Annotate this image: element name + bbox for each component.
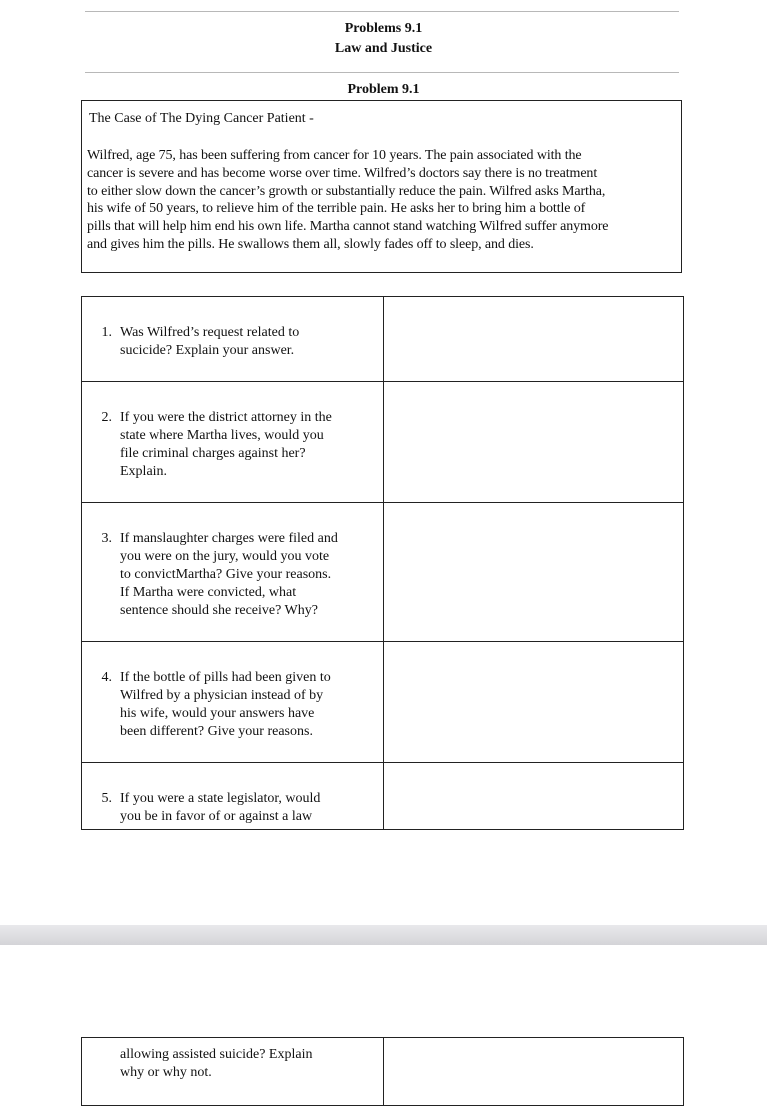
question-line: Explain. xyxy=(120,464,168,479)
table-row xyxy=(82,382,684,503)
question-line: Wilfred by a physician instead of by xyxy=(120,688,324,703)
page-break-separator xyxy=(0,925,767,945)
question-line: file criminal charges against her? xyxy=(120,446,306,461)
answer-cell[interactable] xyxy=(384,382,684,503)
top-rule xyxy=(85,11,679,12)
answer-cell[interactable] xyxy=(384,763,684,830)
question-cell xyxy=(82,297,384,382)
question-line: If you were the district attorney in the xyxy=(120,410,332,425)
question-text xyxy=(120,324,364,360)
question-line: If you were a state legislator, would xyxy=(120,791,321,806)
case-line: and gives him the pills. He swallows them all, slowly fades off to sleep, and dies. xyxy=(87,236,534,252)
page-title: Problems 9.1 xyxy=(344,21,423,36)
problem-label: Problem 9.1 xyxy=(347,82,420,97)
question-line: been different? Give your reasons. xyxy=(120,724,313,739)
answer-cell[interactable] xyxy=(384,1038,684,1106)
question-number: 1. xyxy=(101,325,112,340)
question-text xyxy=(120,1046,364,1082)
case-line: his wife of 50 years, to relieve him of the terrible pain. He asks her to bring him a bottle of xyxy=(87,201,586,217)
continuation-table xyxy=(81,1037,684,1106)
question-line: If manslaughter charges were filed and xyxy=(120,531,338,546)
question-number: 2. xyxy=(101,410,112,425)
question-line: state where Martha lives, would you xyxy=(120,428,324,443)
question-cell xyxy=(82,1038,384,1106)
question-line: you be in favor of or against a law xyxy=(120,809,313,824)
case-heading: The Case of The Dying Cancer Patient - xyxy=(89,111,314,126)
case-line: pills that will help him end his own life. Martha cannot stand watching Wilfred suffer anymore xyxy=(87,219,609,235)
question-line: Was Wilfred’s request related to xyxy=(120,325,300,340)
question-line: why or why not. xyxy=(120,1065,212,1080)
question-text xyxy=(120,409,364,481)
case-box xyxy=(81,100,682,273)
table-row xyxy=(82,642,684,763)
question-cell xyxy=(82,763,384,830)
answer-cell[interactable] xyxy=(384,503,684,642)
header-rule xyxy=(85,72,679,73)
table-row xyxy=(82,503,684,642)
question-number: 5. xyxy=(101,791,112,806)
question-line: to convictMartha? Give your reasons. xyxy=(120,567,332,582)
question-number: 4. xyxy=(101,670,112,685)
question-line: If the bottle of pills had been given to xyxy=(120,670,331,685)
question-text xyxy=(120,530,364,620)
answer-cell[interactable] xyxy=(384,297,684,382)
question-line: If Martha were convicted, what xyxy=(120,585,297,600)
question-number-spacer xyxy=(90,1046,112,1082)
table-row xyxy=(82,763,684,830)
question-cell xyxy=(82,382,384,503)
question-cell xyxy=(82,642,384,763)
answer-cell[interactable] xyxy=(384,642,684,763)
table-row xyxy=(82,1038,684,1106)
questions-table xyxy=(81,296,684,830)
question-line: you were on the jury, would you vote xyxy=(120,549,330,564)
case-line: cancer is severe and has become worse over time. Wilfred’s doctors say there is no treatment xyxy=(87,165,598,181)
question-text xyxy=(120,790,364,826)
question-number: 3. xyxy=(101,531,112,546)
question-line: sucicide? Explain your answer. xyxy=(120,343,295,358)
question-line: sentence should she receive? Why? xyxy=(120,603,318,618)
case-body xyxy=(87,147,679,254)
table-row xyxy=(82,297,684,382)
question-line: his wife, would your answers have xyxy=(120,706,315,721)
question-cell xyxy=(82,503,384,642)
page-subtitle: Law and Justice xyxy=(334,41,433,56)
case-line: Wilfred, age 75, has been suffering from cancer for 10 years. The pain associated with the xyxy=(87,148,582,163)
question-text xyxy=(120,669,364,741)
case-line: to either slow down the cancer’s growth or substantially reduce the pain. Wilfred asks Martha, xyxy=(87,183,606,199)
question-line: allowing assisted suicide? Explain xyxy=(120,1047,313,1062)
